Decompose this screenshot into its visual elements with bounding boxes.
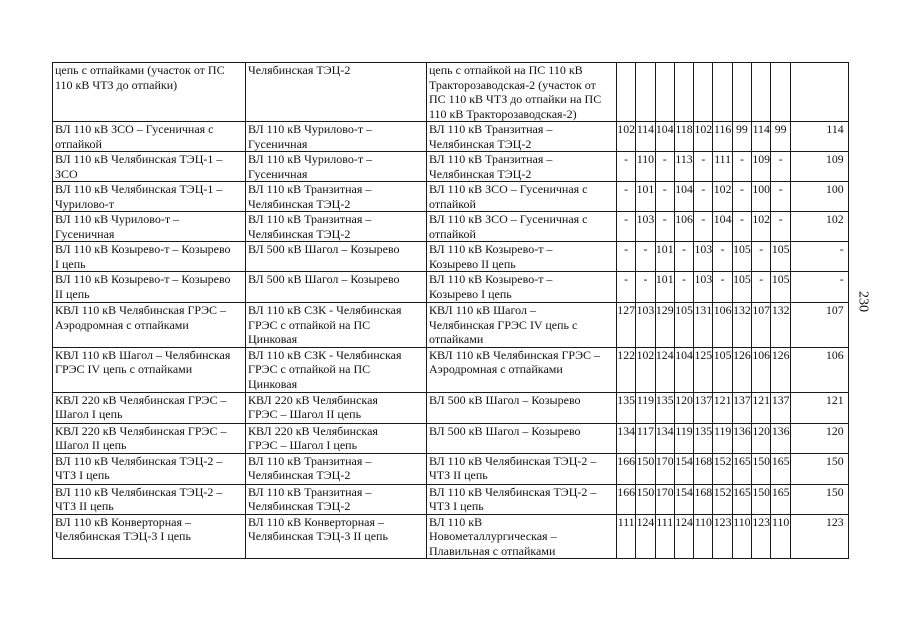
value-cell: - (752, 272, 771, 303)
line-name-cell-col3: КВЛ 110 кВ Шагол – Челябинская ГРЭС IV цепь с отпайками (427, 303, 617, 348)
value-cell: 104 (674, 182, 693, 212)
value-cell: 99 (771, 122, 791, 152)
table-row (53, 514, 849, 559)
value-cell (694, 63, 713, 122)
value-cell: 110 (771, 514, 791, 559)
value-cell: 152 (713, 484, 732, 514)
value-cell: - (694, 182, 713, 212)
value-cell: 105 (732, 242, 751, 272)
line-name-cell-col3: КВЛ 110 кВ Челябинская ГРЭС – Аэродромная с отпайками (427, 347, 617, 392)
value-cell: 136 (771, 423, 791, 453)
line-name-cell-col1: ВЛ 110 кВ Чурилово-т – Гусеничная (53, 212, 246, 242)
value-cell: - (655, 182, 674, 212)
value-cell: 150 (752, 484, 771, 514)
line-name-cell-col2: ВЛ 500 кВ Шагол – Козырево (246, 272, 427, 303)
table-row (53, 484, 849, 514)
line-name-cell-col1: КВЛ 220 кВ Челябинская ГРЭС – Шагол II цепь (53, 423, 246, 453)
value-cell: 105 (732, 272, 751, 303)
value-cell: 105 (713, 347, 732, 392)
line-name-cell-col2: КВЛ 220 кВ Челябинская ГРЭС – Шагол I цепь (246, 423, 427, 453)
line-name-cell-col3: ВЛ 500 кВ Шагол – Козырево (427, 423, 617, 453)
line-name-cell-col3: ВЛ 500 кВ Шагол – Козырево (427, 392, 617, 423)
value-cell: - (674, 272, 693, 303)
value-cell: 135 (655, 392, 674, 423)
value-cell (790, 63, 848, 122)
value-cell: 111 (655, 514, 674, 559)
line-name-cell-col1: ВЛ 110 кВ Челябинская ТЭЦ-1 – ЗСО (53, 152, 246, 182)
value-cell: 107 (752, 303, 771, 348)
value-cell (636, 63, 655, 122)
value-cell: - (771, 182, 791, 212)
value-cell: 122 (617, 347, 636, 392)
value-cell: - (655, 212, 674, 242)
value-cell: 165 (771, 484, 791, 514)
value-cell: 134 (617, 423, 636, 453)
value-cell: - (617, 152, 636, 182)
value-cell: - (713, 272, 732, 303)
value-cell: 103 (636, 212, 655, 242)
line-name-cell-col3: ВЛ 110 кВ Транзитная – Челябинская ТЭЦ-2 (427, 122, 617, 152)
value-cell: 126 (732, 347, 751, 392)
value-cell: - (694, 212, 713, 242)
data-table (52, 62, 849, 559)
value-cell: - (636, 242, 655, 272)
value-cell: - (790, 272, 848, 303)
line-name-cell-col2: ВЛ 110 кВ Транзитная – Челябинская ТЭЦ-2 (246, 484, 427, 514)
table-row (53, 63, 849, 122)
value-cell: 119 (674, 423, 693, 453)
value-cell: 124 (674, 514, 693, 559)
value-cell: 132 (771, 303, 791, 348)
value-cell: 170 (655, 453, 674, 484)
value-cell: - (617, 242, 636, 272)
line-name-cell-col2: ВЛ 110 кВ Транзитная – Челябинская ТЭЦ-2 (246, 212, 427, 242)
value-cell: 117 (636, 423, 655, 453)
value-cell: 124 (655, 347, 674, 392)
table-row (53, 152, 849, 182)
value-cell: 119 (713, 423, 732, 453)
line-name-cell-col2: ВЛ 110 кВ Транзитная – Челябинская ТЭЦ-2 (246, 453, 427, 484)
line-name-cell-col1: ВЛ 110 кВ Челябинская ТЭЦ-2 – ЧТЗ II цепь (53, 484, 246, 514)
value-cell: 150 (790, 453, 848, 484)
value-cell: - (752, 242, 771, 272)
table-row (53, 392, 849, 423)
value-cell: - (790, 242, 848, 272)
line-name-cell-col3: ВЛ 110 кВ ЗСО – Гусеничная с отпайкой (427, 182, 617, 212)
value-cell: 105 (771, 272, 791, 303)
value-cell: 104 (655, 122, 674, 152)
value-cell: - (713, 242, 732, 272)
value-cell: 106 (752, 347, 771, 392)
value-cell: 102 (790, 212, 848, 242)
value-cell: 152 (713, 453, 732, 484)
value-cell: - (732, 152, 751, 182)
value-cell: 137 (771, 392, 791, 423)
value-cell: 101 (655, 242, 674, 272)
value-cell: 150 (790, 484, 848, 514)
value-cell: 125 (694, 347, 713, 392)
value-cell: 104 (713, 212, 732, 242)
value-cell: 113 (674, 152, 693, 182)
value-cell: 166 (617, 484, 636, 514)
value-cell: 137 (694, 392, 713, 423)
value-cell: 135 (617, 392, 636, 423)
value-cell: 120 (674, 392, 693, 423)
table-row (53, 347, 849, 392)
value-cell: 101 (655, 272, 674, 303)
table-row (53, 182, 849, 212)
value-cell: - (655, 152, 674, 182)
value-cell: 165 (732, 453, 751, 484)
page-number: 230 (855, 291, 871, 312)
value-cell (674, 63, 693, 122)
line-name-cell-col1: ВЛ 110 кВ Конверторная – Челябинская ТЭЦ-3 I цепь (53, 514, 246, 559)
value-cell: 109 (752, 152, 771, 182)
value-cell: 101 (636, 182, 655, 212)
value-cell: 99 (732, 122, 751, 152)
value-cell: 119 (636, 392, 655, 423)
value-cell: 100 (790, 182, 848, 212)
value-cell: 120 (752, 423, 771, 453)
value-cell: 103 (694, 272, 713, 303)
value-cell: 124 (636, 514, 655, 559)
value-cell: 168 (694, 484, 713, 514)
line-name-cell-col1: ВЛ 110 кВ Козырево-т – Козырево II цепь (53, 272, 246, 303)
value-cell: 110 (636, 152, 655, 182)
line-name-cell-col2: Челябинская ТЭЦ-2 (246, 63, 427, 122)
value-cell: 123 (713, 514, 732, 559)
value-cell: 123 (790, 514, 848, 559)
value-cell: 107 (790, 303, 848, 348)
value-cell: 121 (790, 392, 848, 423)
value-cell: - (771, 152, 791, 182)
value-cell: 154 (674, 484, 693, 514)
table-row (53, 453, 849, 484)
line-name-cell-col2: ВЛ 110 кВ Транзитная – Челябинская ТЭЦ-2 (246, 182, 427, 212)
value-cell: 106 (790, 347, 848, 392)
table-row (53, 303, 849, 348)
line-name-cell-col3: цепь с отпайкой на ПС 110 кВ Тракторозаводская-2 (участок от ПС 110 кВ ЧТЗ до отпайки на ПС 110 кВ Тракторозаводская-2) (427, 63, 617, 122)
value-cell: 105 (674, 303, 693, 348)
table-row (53, 242, 849, 272)
value-cell: - (617, 272, 636, 303)
value-cell: 165 (732, 484, 751, 514)
value-cell: 116 (713, 122, 732, 152)
line-name-cell-col1: КВЛ 110 кВ Челябинская ГРЭС – Аэродромная с отпайками (53, 303, 246, 348)
value-cell: 103 (636, 303, 655, 348)
line-name-cell-col2: ВЛ 110 кВ СЗК - Челябинская ГРЭС с отпайкой на ПС Цинковая (246, 347, 427, 392)
value-cell: 150 (752, 453, 771, 484)
table-row (53, 423, 849, 453)
value-cell: 165 (771, 453, 791, 484)
value-cell: 131 (694, 303, 713, 348)
value-cell (771, 63, 791, 122)
value-cell: - (732, 212, 751, 242)
value-cell: 127 (617, 303, 636, 348)
value-cell: 110 (694, 514, 713, 559)
value-cell: 132 (732, 303, 751, 348)
line-name-cell-col3: ВЛ 110 кВ Козырево-т – Козырево I цепь (427, 272, 617, 303)
value-cell: - (694, 152, 713, 182)
value-cell: 102 (694, 122, 713, 152)
line-name-cell-col3: ВЛ 110 кВ Козырево-т – Козырево II цепь (427, 242, 617, 272)
line-name-cell-col2: ВЛ 110 кВ Чурилово-т – Гусеничная (246, 152, 427, 182)
value-cell: 114 (752, 122, 771, 152)
value-cell: 106 (713, 303, 732, 348)
line-name-cell-col1: ВЛ 110 кВ ЗСО – Гусеничная с отпайкой (53, 122, 246, 152)
value-cell: 137 (732, 392, 751, 423)
value-cell: - (732, 182, 751, 212)
value-cell: 110 (732, 514, 751, 559)
value-cell: - (617, 182, 636, 212)
value-cell: 126 (771, 347, 791, 392)
value-cell: 121 (713, 392, 732, 423)
line-name-cell-col2: ВЛ 110 кВ Чурилово-т – Гусеничная (246, 122, 427, 152)
table-row (53, 272, 849, 303)
value-cell: 168 (694, 453, 713, 484)
value-cell: 121 (752, 392, 771, 423)
line-name-cell-col1: ВЛ 110 кВ Козырево-т – Козырево I цепь (53, 242, 246, 272)
line-name-cell-col3: ВЛ 110 кВ Новометаллургическая – Плавильная с отпайками (427, 514, 617, 559)
line-name-cell-col1: КВЛ 110 кВ Шагол – Челябинская ГРЭС IV цепь с отпайками (53, 347, 246, 392)
value-cell: 102 (636, 347, 655, 392)
value-cell: 135 (694, 423, 713, 453)
value-cell (655, 63, 674, 122)
value-cell (752, 63, 771, 122)
value-cell: 150 (636, 484, 655, 514)
value-cell (617, 63, 636, 122)
value-cell: 104 (674, 347, 693, 392)
value-cell: 136 (732, 423, 751, 453)
line-name-cell-col2: КВЛ 220 кВ Челябинская ГРЭС – Шагол II цепь (246, 392, 427, 423)
line-name-cell-col1: ВЛ 110 кВ Челябинская ТЭЦ-2 – ЧТЗ I цепь (53, 453, 246, 484)
value-cell: - (617, 212, 636, 242)
value-cell: 114 (790, 122, 848, 152)
value-cell: 103 (694, 242, 713, 272)
value-cell: 129 (655, 303, 674, 348)
value-cell (713, 63, 732, 122)
value-cell: 170 (655, 484, 674, 514)
value-cell: 120 (790, 423, 848, 453)
value-cell: 134 (655, 423, 674, 453)
table-row (53, 212, 849, 242)
line-name-cell-col3: ВЛ 110 кВ Челябинская ТЭЦ-2 – ЧТЗ I цепь (427, 484, 617, 514)
value-cell: 100 (752, 182, 771, 212)
value-cell (732, 63, 751, 122)
line-name-cell-col1: ВЛ 110 кВ Челябинская ТЭЦ-1 – Чурилово-т (53, 182, 246, 212)
value-cell: 123 (752, 514, 771, 559)
value-cell: 114 (636, 122, 655, 152)
line-name-cell-col1: цепь с отпайками (участок от ПС 110 кВ ЧТЗ до отпайки) (53, 63, 246, 122)
line-name-cell-col3: ВЛ 110 кВ ЗСО – Гусеничная с отпайкой (427, 212, 617, 242)
value-cell: 154 (674, 453, 693, 484)
value-cell: 102 (713, 182, 732, 212)
value-cell: - (636, 272, 655, 303)
value-cell: 111 (617, 514, 636, 559)
value-cell: 106 (674, 212, 693, 242)
value-cell: - (771, 212, 791, 242)
value-cell: 111 (713, 152, 732, 182)
line-name-cell-col2: ВЛ 500 кВ Шагол – Козырево (246, 242, 427, 272)
line-name-cell-col3: ВЛ 110 кВ Транзитная – Челябинская ТЭЦ-2 (427, 152, 617, 182)
line-name-cell-col3: ВЛ 110 кВ Челябинская ТЭЦ-2 – ЧТЗ II цепь (427, 453, 617, 484)
line-name-cell-col1: КВЛ 220 кВ Челябинская ГРЭС – Шагол I цепь (53, 392, 246, 423)
value-cell: - (674, 242, 693, 272)
value-cell: 105 (771, 242, 791, 272)
value-cell: 150 (636, 453, 655, 484)
value-cell: 102 (617, 122, 636, 152)
line-name-cell-col2: ВЛ 110 кВ СЗК - Челябинская ГРЭС с отпайкой на ПС Цинковая (246, 303, 427, 348)
line-name-cell-col2: ВЛ 110 кВ Конверторная – Челябинская ТЭЦ-3 II цепь (246, 514, 427, 559)
value-cell: 109 (790, 152, 848, 182)
table-body (53, 63, 849, 559)
value-cell: 166 (617, 453, 636, 484)
table-row (53, 122, 849, 152)
value-cell: 102 (752, 212, 771, 242)
value-cell: 118 (674, 122, 693, 152)
